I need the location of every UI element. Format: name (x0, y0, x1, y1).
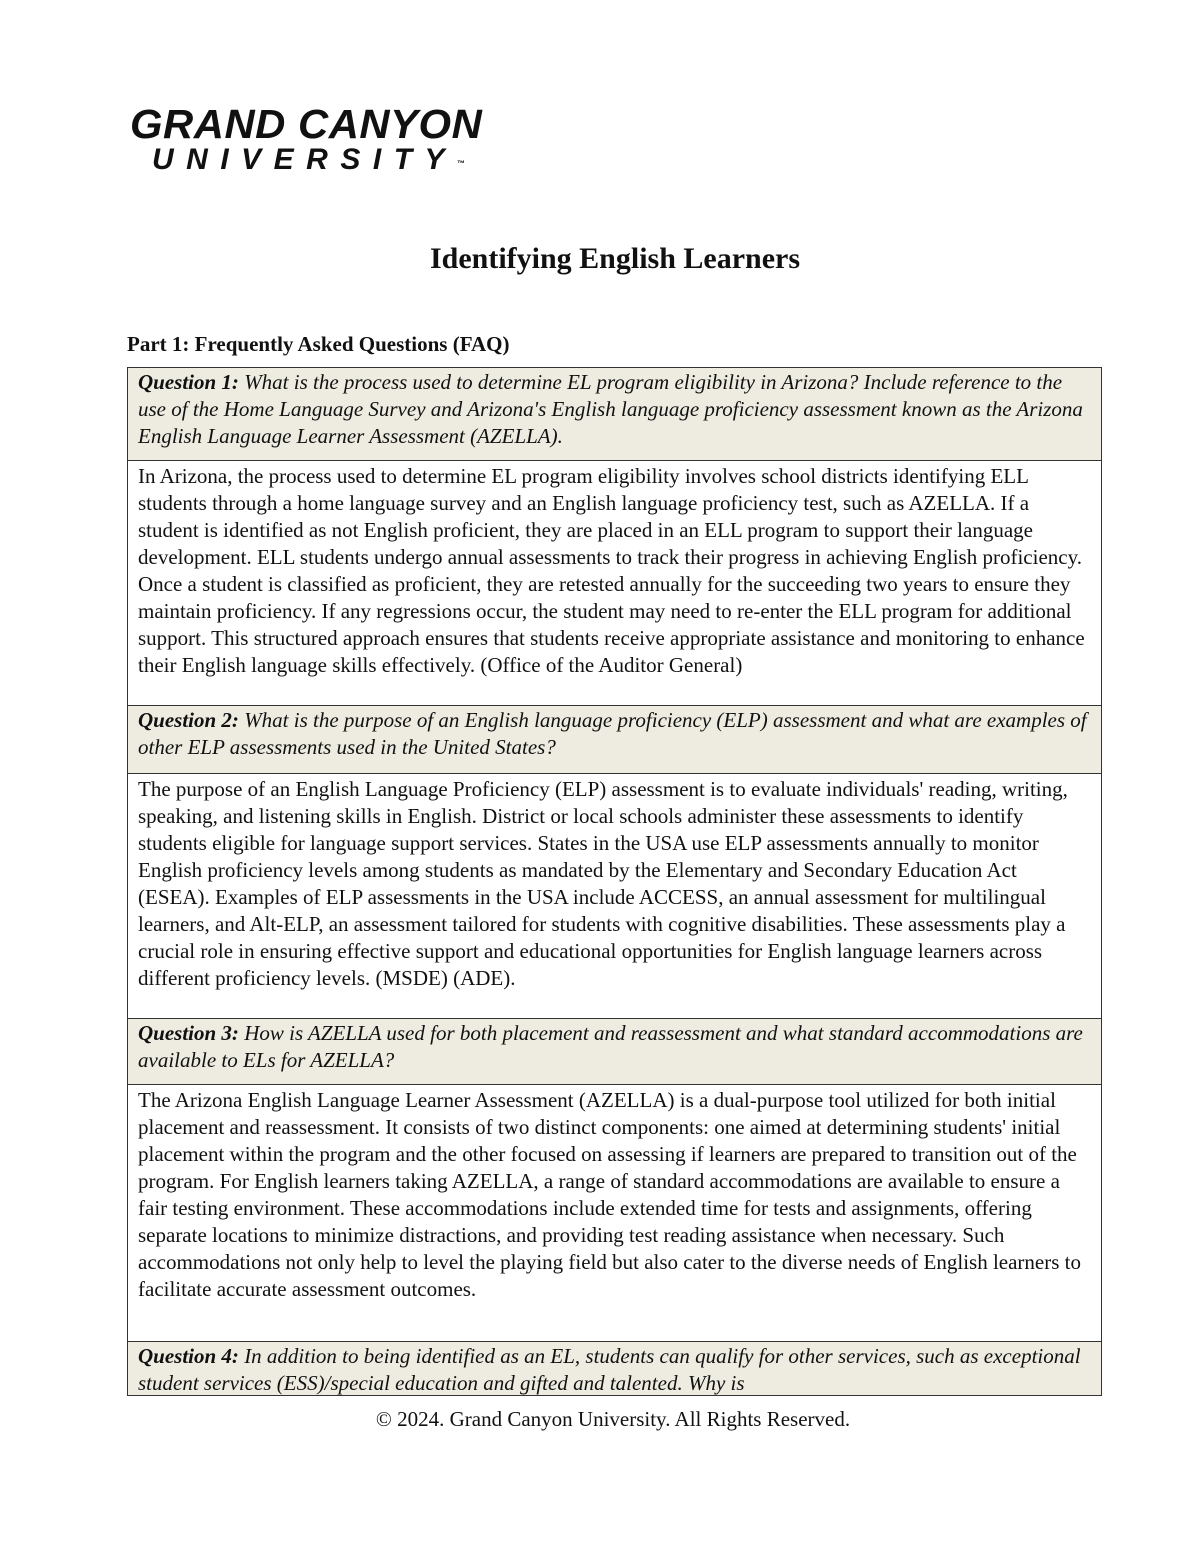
logo-wordmark-university: UNIVERSITY (152, 143, 458, 176)
question-label: Question 2: (138, 708, 239, 732)
question-text: In addition to being identified as an EL, students can qualify for other services, such as exceptional student services (ESS)/special education and gifted and talented. Why is (138, 1344, 1081, 1395)
question-text: What is the process used to determine EL program eligibility in Arizona? Include reference to the use of the Home Language Survey and Arizona's English language proficiency assessment known as the Arizona English Language Learner Assessment (AZELLA). (138, 370, 1083, 448)
faq-answer-row (128, 773, 1101, 1018)
question-label: Question 4: (138, 1344, 239, 1368)
faq-table (127, 367, 1102, 1396)
question-label: Question 3: (138, 1021, 239, 1045)
copyright-footer: © 2024. Grand Canyon University. All Rights Reserved. (375, 1407, 851, 1431)
section-title: Part 1: Frequently Asked Questions (FAQ) (127, 332, 510, 356)
trademark-symbol: ™ (457, 159, 466, 168)
answer-text: In Arizona, the process used to determine EL program eligibility involves school districts identifying ELL students through a home language survey and an English language proficiency test, such as AZELLA. If a student is identified as not English proficient, they are placed in an ELL program to support their language development. ELL students undergo annual assessments to track their progress in achieving English proficiency. Once a student is classified as proficient, they are retested annually for the succeeding two years to ensure they maintain proficiency. If any regressions occur, the student may need to re-enter the ELL program for additional support. This structured approach ensures that students receive appropriate assistance and monitoring to enhance their English language skills effectively. (Office of the Auditor General) (138, 464, 1085, 677)
document-title: Identifying English Learners (429, 242, 801, 275)
faq-question-row (128, 368, 1101, 460)
question-text: What is the purpose of an English language proficiency (ELP) assessment and what are examples of other ELP assessments used in the United States? (138, 708, 1087, 759)
faq-question-row (128, 1018, 1101, 1084)
logo-wordmark-top: GRAND CANYON (130, 101, 483, 147)
university-logo (130, 100, 490, 180)
faq-answer-row (128, 1084, 1101, 1341)
faq-question-row (128, 1341, 1101, 1396)
answer-text: The Arizona English Language Learner Assessment (AZELLA) is a dual-purpose tool utilized for both initial placement and reassessment. It consists of two distinct components: one aimed at determining students' initial placement within the program and the other focused on assessing if learners are prepared to transition out of the program. For English learners taking AZELLA, a range of standard accommodations are available to ensure a fair testing environment. These accommodations include extended time for tests and assignments, offering separate locations to minimize distractions, and providing test reading assistance when necessary. Such accommodations not only help to level the playing field but also cater to the diverse needs of English learners to facilitate accurate assessment outcomes. (138, 1088, 1081, 1301)
question-label: Question 1: (138, 370, 239, 394)
question-text: How is AZELLA used for both placement and reassessment and what standard accommodations are available to ELs for AZELLA? (138, 1021, 1083, 1072)
faq-question-row (128, 705, 1101, 773)
logo-wordmark-bottom (152, 142, 465, 178)
faq-answer-row (128, 460, 1101, 705)
answer-text: The purpose of an English Language Proficiency (ELP) assessment is to evaluate individuals' reading, writing, speaking, and listening skills in English. District or local schools administer these assessments to identify students eligible for language support services. States in the USA use ELP assessments annually to monitor English proficiency levels among students as mandated by the Elementary and Secondary Education Act (ESEA). Examples of ELP assessments in the USA include ACCESS, an annual assessment for multilingual learners, and Alt-ELP, an assessment tailored for students with cognitive disabilities. These assessments play a crucial role in ensuring effective support and educational opportunities for English language learners across different proficiency levels. (MSDE) (ADE). (138, 777, 1068, 990)
